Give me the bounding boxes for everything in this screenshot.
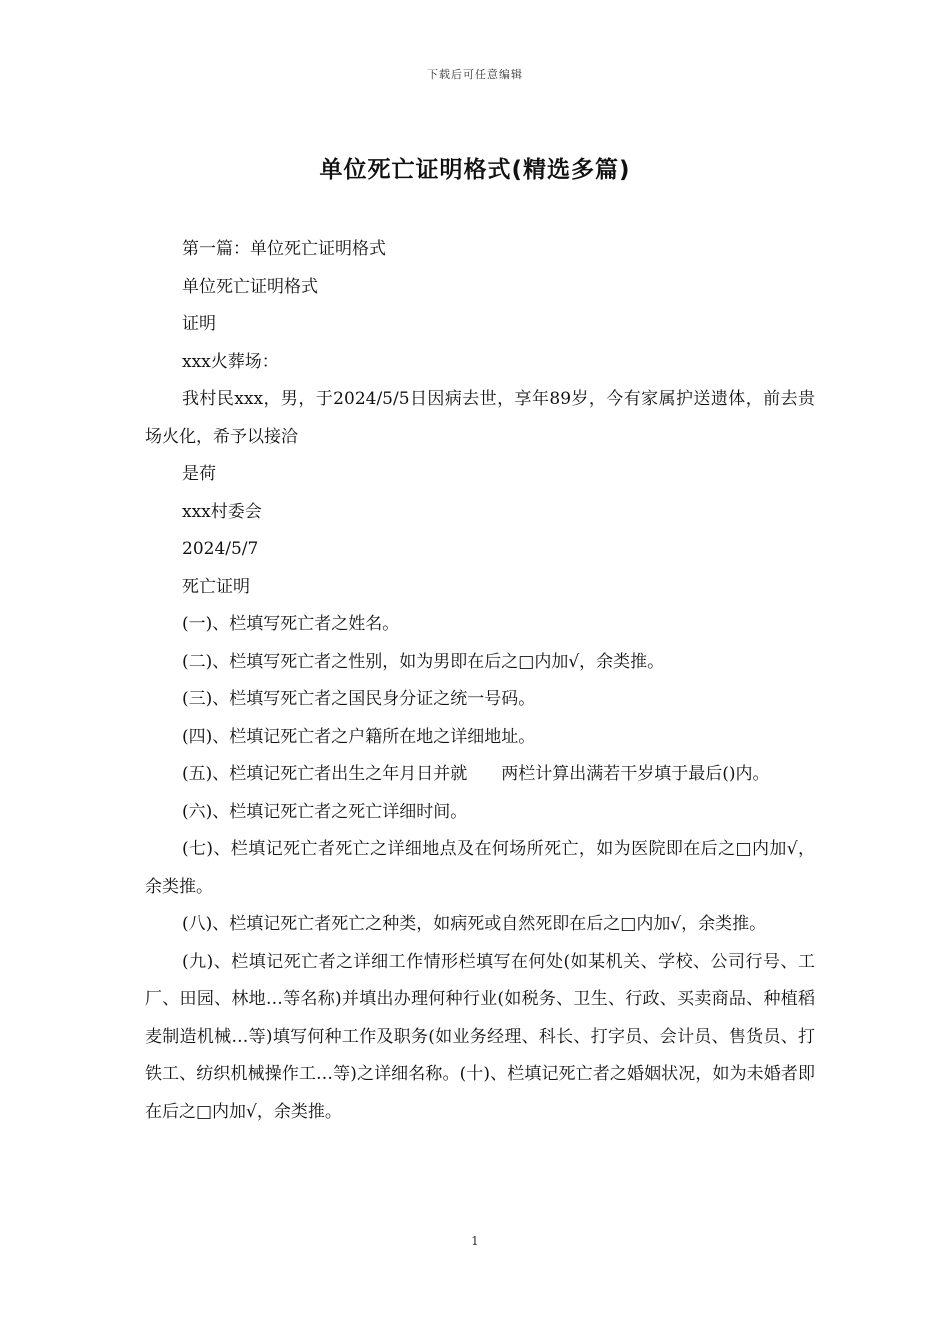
paragraph: 证明 — [182, 314, 216, 334]
paragraph: 2024/5/7 — [182, 539, 259, 559]
paragraph: (八)、栏填记死亡者死亡之种类，如病死或自然死即在后之□内加√，余类推。 — [182, 914, 767, 934]
paragraph: (三)、栏填写死亡者之国民身分证之统一号码。 — [182, 689, 536, 709]
paragraph: (二)、栏填写死亡者之性别，如为男即在后之□内加√，余类推。 — [182, 651, 665, 672]
paragraph: (九)、栏填记死亡者之详细工作情形栏填写在何处(如某机关、学校、公司行号、工厂、田园、林地…等名称)并填出办理何种行业(如税务、卫生、行政、买卖商品、种植稻麦制造机械…等)填写何种工作及职务(如业务经理、科长、打字员、会计员、售货员、打铁工、纺织机械操作工…等)之详细名称。(十)、栏填记死亡者之婚姻状况，如为未婚者即在后之□内加√，余类推。 — [145, 951, 815, 1122]
paragraph: (一)、栏填写死亡者之姓名。 — [182, 614, 400, 634]
paragraph: xxx村委会 — [182, 501, 262, 522]
paragraph: (七)、栏填记死亡者死亡之详细地点及在何场所死亡，如为医院即在后之□内加√，余类推。 — [145, 839, 815, 897]
paragraph: xxx火葬场： — [182, 351, 279, 372]
document-body — [145, 231, 815, 1131]
document-title: 单位死亡证明格式(精选多篇) — [319, 157, 631, 183]
paragraph: 死亡证明 — [182, 576, 250, 597]
page-number: 1 — [471, 1234, 479, 1248]
paragraph: 单位死亡证明格式 — [182, 276, 318, 297]
paragraph: (五)、栏填记死亡者出生之年月日并就 两栏计算出满若干岁填于最后()内。 — [182, 764, 770, 784]
paragraph: (四)、栏填记死亡者之户籍所在地之详细地址。 — [182, 726, 536, 747]
paragraph: 我村民xxx，男，于2024/5/5日因病去世，享年89岁，今有家属护送遗体，前去贵场火化，希予以接洽 — [145, 389, 815, 447]
page-header-note: 下载后可任意编辑 — [427, 68, 523, 81]
paragraph: 第一篇：单位死亡证明格式 — [182, 239, 386, 259]
paragraph: (六)、栏填记死亡者之死亡详细时间。 — [182, 801, 468, 822]
paragraph: 是荷 — [182, 464, 216, 484]
